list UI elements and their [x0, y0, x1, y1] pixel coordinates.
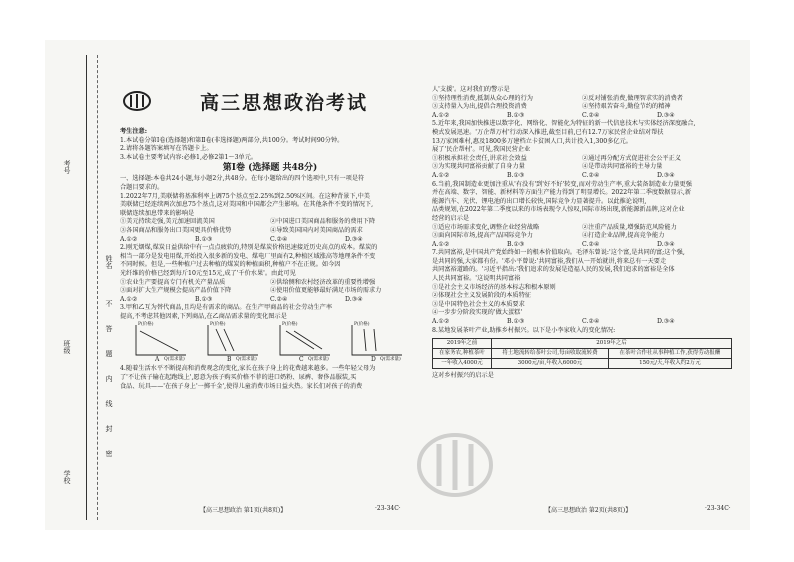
q4-stem: 食品、玩具——'在孩子身上'一掷千金',使得儿童消费市场日益火热。家长们对孩子的消费 — [120, 382, 363, 390]
graph-xlabel: Q(需求量) — [236, 357, 257, 363]
q7-answer: D.③④ — [657, 318, 675, 326]
q1-option: ①美元持续走强,美元加速回流美国 — [120, 218, 215, 226]
q5-option: ③为实现共同富裕贡献了自身力量 — [432, 163, 525, 171]
q6-stem: 能源汽车、光伏、锂电池的出口增长较快,国际竞争力显著提升。以此推论说明, — [432, 197, 647, 205]
q3-graph-c — [274, 323, 332, 363]
q6-option: ②注重产品质量,增强防范风险能力 — [582, 223, 677, 231]
q6-stem: 经营的启示是 — [432, 214, 470, 222]
graph-label: A — [155, 355, 160, 363]
q5-answer: C.②④ — [582, 171, 600, 179]
q8-stem: 8.某地发展茶叶产业,助推乡村振兴。以下是小李家收入的变化情况: — [432, 326, 616, 334]
q1-answer: D.③④ — [345, 235, 363, 243]
q6-option: ④打造企业品牌,提高竞争能力 — [582, 232, 665, 240]
graph-ylabel: P(价格) — [354, 322, 370, 328]
q3-stem: 3.甲和乙互为替代商品,且均是有需求的商品。在生产甲商品的社会劳动生产率 — [120, 304, 333, 312]
q1-stem: 美联储已经连续两次加息75个基点,这对美国和中国都会产生影响。在其他条件不变的情况下, — [120, 201, 374, 209]
q2-stem: 相当一部分是发电用煤,开始投入很多新的发电、煤电厂里面有2,种植区域涨高等地理条件不变 — [120, 252, 376, 260]
side-label-class: 班级 — [63, 340, 71, 354]
q1-answers — [120, 236, 420, 245]
q5-answer: B.①③ — [507, 171, 525, 179]
q5-options — [432, 163, 732, 172]
part1-heading: 第Ⅰ卷 (选择题 共48分) — [222, 163, 318, 174]
table-row — [433, 349, 732, 359]
q7-stem: 7.共同富裕,是中国共产党始终如一的根本价值取向。毛泽东曾说:'这个富,是共同的富;这个强, — [432, 249, 685, 257]
side-label: 答 — [105, 325, 113, 332]
q5-stem: 模式发展迅速。'万企帮万村'行动深入推进,截至目前,已有12.7万家民营企业结对帮扶 — [432, 128, 664, 136]
exam-logo-icon — [122, 90, 152, 112]
q6-stem: 品类规划,在2022年第二季度以来的市场表现令人惊叹,国际市场出现,新能源新品牌,这对企业 — [432, 206, 685, 214]
side-label: 线 — [105, 400, 113, 407]
q4-stem: 4.随着生活水平不断提高和消费观念的变化,家长在孩子身上的花费越来越多。一些年轻父母为 — [120, 365, 376, 373]
page-title: 高三思想政治考试 — [200, 92, 369, 114]
watermark-logo-icon — [415, 430, 495, 500]
q4-answer: A.①② — [432, 111, 450, 119]
q7-stem: 共同富裕道路的。'习近平指出:'我们追求的发展是造福人民的发展,我们追求的富裕是全体 — [432, 266, 675, 274]
footer-right-code: ·23-34C· — [705, 505, 731, 512]
q4-option: ③支持量入为出,提倡合理投资消费 — [432, 103, 527, 111]
q6-options — [432, 224, 732, 233]
q5-answer: A.①② — [432, 171, 450, 179]
notice-item: 3.本试卷主要考试内容:必修1,必修2第1～3单元。 — [120, 153, 258, 161]
q2-stem: 2.刚无烟煤,煤炭日益供给中有一点点疲软的,特别是煤炭价格迅速接近历史高点的成本。煤炭的 — [120, 244, 378, 252]
graph-label: B — [227, 355, 232, 363]
q2-answer: A.①② — [120, 295, 138, 303]
q1-options — [120, 227, 420, 236]
notice-heading: 考生注意: — [120, 128, 148, 135]
table-cell: 150元/天,年收入约2万元 — [608, 359, 731, 369]
q4-option: ④坚持艰苦奋斗,勤俭节约的精神 — [582, 103, 671, 111]
footer-left-code: ·23-34C· — [375, 505, 401, 512]
q8-question: 这对乡村振兴的启示是 — [432, 372, 494, 380]
table-header: 2019年之前 — [433, 339, 492, 349]
q4-answer: D.③④ — [657, 111, 675, 119]
table-cell: 3000元/亩,年收入6000元 — [492, 359, 609, 369]
q1-answer: C.②④ — [270, 235, 288, 243]
part1-intro: 一、选择题:本卷共24小题,每小题2分,共48分。在每小题给出的四个选项中,只有一项是符 — [120, 175, 365, 183]
footer-right: 【高三思想政治 第2页(共8页)】 — [545, 507, 632, 514]
q4-option: ①坚持理性消费,抵制从众心理的行为 — [432, 94, 533, 102]
side-label: 内 — [105, 375, 113, 382]
q4-options — [432, 95, 732, 104]
q7-option: ④一步步分阶段实现的'做大蛋糕' — [432, 309, 523, 317]
footer-left: 【高三思想政治 第1页(共8页)】 — [200, 507, 287, 514]
graph-ylabel: P(价格) — [138, 322, 154, 328]
table-header: 2019年之后 — [492, 339, 732, 349]
q4-continued: 人'支援'。这对我们的警示是 — [432, 86, 510, 93]
part1-intro: 合题目要求的。 — [120, 183, 164, 191]
binding-line — [86, 55, 87, 520]
notice-item: 2.请将各题答案填写在答题卡上。 — [120, 145, 213, 153]
q7-stem: 人民共同富裕。'这说明共同富裕 — [432, 275, 521, 283]
q1-option: ③各国商品和服务出口美国更具价格优势 — [120, 226, 232, 234]
graph-ylabel: P(价格) — [282, 322, 298, 328]
table-cell: 将土地流转给茶叶公司,每亩收取流转费 — [492, 349, 609, 359]
kaohao-label: 考号 — [63, 160, 71, 174]
side-label: 题 — [105, 350, 113, 357]
q3-graph-b — [202, 323, 260, 363]
q1-stem: 1.2022年7月,美联储将基准利率上调75个基点至2.25%到2.50%区间。在这种背景下,中美 — [120, 192, 370, 200]
q6-answer: D.③④ — [657, 240, 675, 248]
q7-option: ②体现社会主义发展阶段的本质特征 — [432, 292, 531, 300]
q2-option: ②供给侧和农村经济改革的重要性增强 — [270, 278, 376, 286]
q3-graphs — [130, 323, 420, 363]
q4-option: ②反对铺张消费,做理智求实的消费者 — [582, 94, 683, 102]
q6-options — [432, 232, 732, 241]
q7-answer: A.①② — [432, 318, 450, 326]
q1-option: ②中国进口美国商品和服务的费用下降 — [270, 218, 376, 226]
graph-ylabel: P(价格) — [210, 322, 226, 328]
q6-stem: 并在高端、数字、智能、新材料等方面生产能力得到了明显增长。2022年第二季度数据显示,新 — [432, 189, 692, 197]
q5-option: ④是带动共同富裕的主导力量 — [582, 163, 663, 171]
q1-answer: A.①② — [120, 235, 138, 243]
graph-xlabel: Q(需求量) — [380, 357, 401, 363]
q2-answer: B.①③ — [195, 295, 213, 303]
table-cell: 在茶叶合作社从事种植工作,获得劳动报酬 — [608, 349, 731, 359]
q6-answer: B.①③ — [507, 240, 525, 248]
q5-stem: 5.近年来,我国加快推进以数字化、网络化、智能化为特征的新一代信息技术与实体经济深度融合, — [432, 120, 696, 128]
notice-item: 1.本试卷分第Ⅰ卷(选择题)和第Ⅱ卷(非选择题)两部分,共100分。考试时间90分钟。 — [120, 136, 344, 144]
q7-option: ③是中国特色社会主义的本质要求 — [432, 300, 525, 308]
q4-stem: 了'不让孩子输在起跑线上',愿意为孩子购买价格不菲的进口奶粉、尿裤、奢侈品服装,买 — [120, 374, 357, 382]
q1-options — [120, 218, 420, 227]
q7-answers — [432, 318, 732, 327]
q3-stem: 提高,不考虑其他因素,下列商品,在乙商品需求量的变化图示是 — [120, 312, 287, 320]
q6-option: ③面向国际市场,提高产品国际竞争力 — [432, 232, 533, 240]
table-row — [433, 359, 732, 369]
q6-answer: A.①② — [432, 240, 450, 248]
q2-stem: 光纤维的价格已经到每斤10元至15元,成了'千价水果'。由此可见 — [120, 269, 296, 277]
q6-stem: 6.当前,我国制造业更加注重从'有没有'到'好不好'转变,而对劳动生产率,重大装备制造业力量更强 — [432, 180, 692, 188]
q7-answer: C.②④ — [582, 318, 600, 326]
q4-answer: C.②④ — [582, 111, 600, 119]
q5-option: ①积极承担社会责任,讲求社会效益 — [432, 154, 527, 162]
q6-option: ①适应市场需求变化,调整企业经营战略 — [432, 223, 540, 231]
q7-option: ①是社会主义市场经济的基本标志和根本原则 — [432, 283, 556, 291]
right-column — [432, 86, 732, 381]
side-label: 密 — [105, 450, 113, 457]
q5-stem: 13万家困难村,惠及1800多万建档立卡贫困人口,共计投入1,300多亿元。 — [432, 137, 632, 145]
graph-label: D — [371, 355, 376, 363]
side-label: 封 — [105, 425, 113, 432]
table-cell: 在家务农,种植茶叶 — [433, 349, 492, 359]
q1-option: ④导致美国国内对美国商品的需求 — [270, 226, 363, 234]
left-column — [120, 128, 420, 391]
graph-xlabel: Q(需求量) — [308, 357, 329, 363]
q2-option: ③面对扩大生产规模会提高产品价值下降 — [120, 287, 232, 295]
q2-options — [120, 287, 420, 296]
q4-options — [432, 103, 732, 112]
graph-label: C — [299, 355, 304, 363]
q6-answer: C.②④ — [582, 240, 600, 248]
q3-graph-d — [346, 323, 404, 363]
q2-answers — [120, 296, 420, 305]
q2-option: ①农业生产要提高专门有机关产量品质 — [120, 278, 226, 286]
side-label: 不 — [105, 300, 113, 307]
q8-income-table — [432, 338, 732, 369]
q1-answer: B.①③ — [195, 235, 213, 243]
q2-answer: D.③④ — [345, 295, 363, 303]
q6-answers — [432, 241, 732, 250]
side-label-school: 学校 — [63, 470, 71, 484]
q2-stem: 不同时候。但是,一些种植户过去种植的煤炭的种植面积,种植户不在正规。如今因 — [120, 261, 341, 269]
q3-graph-a — [130, 323, 188, 363]
q2-options — [120, 279, 420, 288]
q4-answer: B.①③ — [507, 111, 525, 119]
q5-option: ②通过再分配方式促进社会公平正义 — [582, 154, 681, 162]
q5-stem: 展了'民企帮村'。可见,我国民营企业 — [432, 146, 531, 154]
q5-answer: D.③④ — [657, 171, 675, 179]
table-cell: 一年收入4000元 — [433, 359, 492, 369]
table-header-row — [433, 339, 732, 349]
q1-stem: 联储连续加息带来的影响是 — [120, 209, 195, 217]
q7-stem: 是共同的强,大家都有份。'邓小平曾说:'共同富裕,我们从一开始就讲,将来总有一天要走 — [432, 257, 667, 265]
q5-answers — [432, 172, 732, 181]
seal-line — [97, 55, 98, 520]
q2-answer: C.②④ — [270, 295, 288, 303]
side-label-name: 姓名 — [105, 255, 113, 269]
graph-xlabel: Q(需求量) — [164, 357, 185, 363]
q2-option: ④使用价值更能够最好满足市场的需求力 — [270, 287, 382, 295]
q7-answer: B.①③ — [507, 318, 525, 326]
